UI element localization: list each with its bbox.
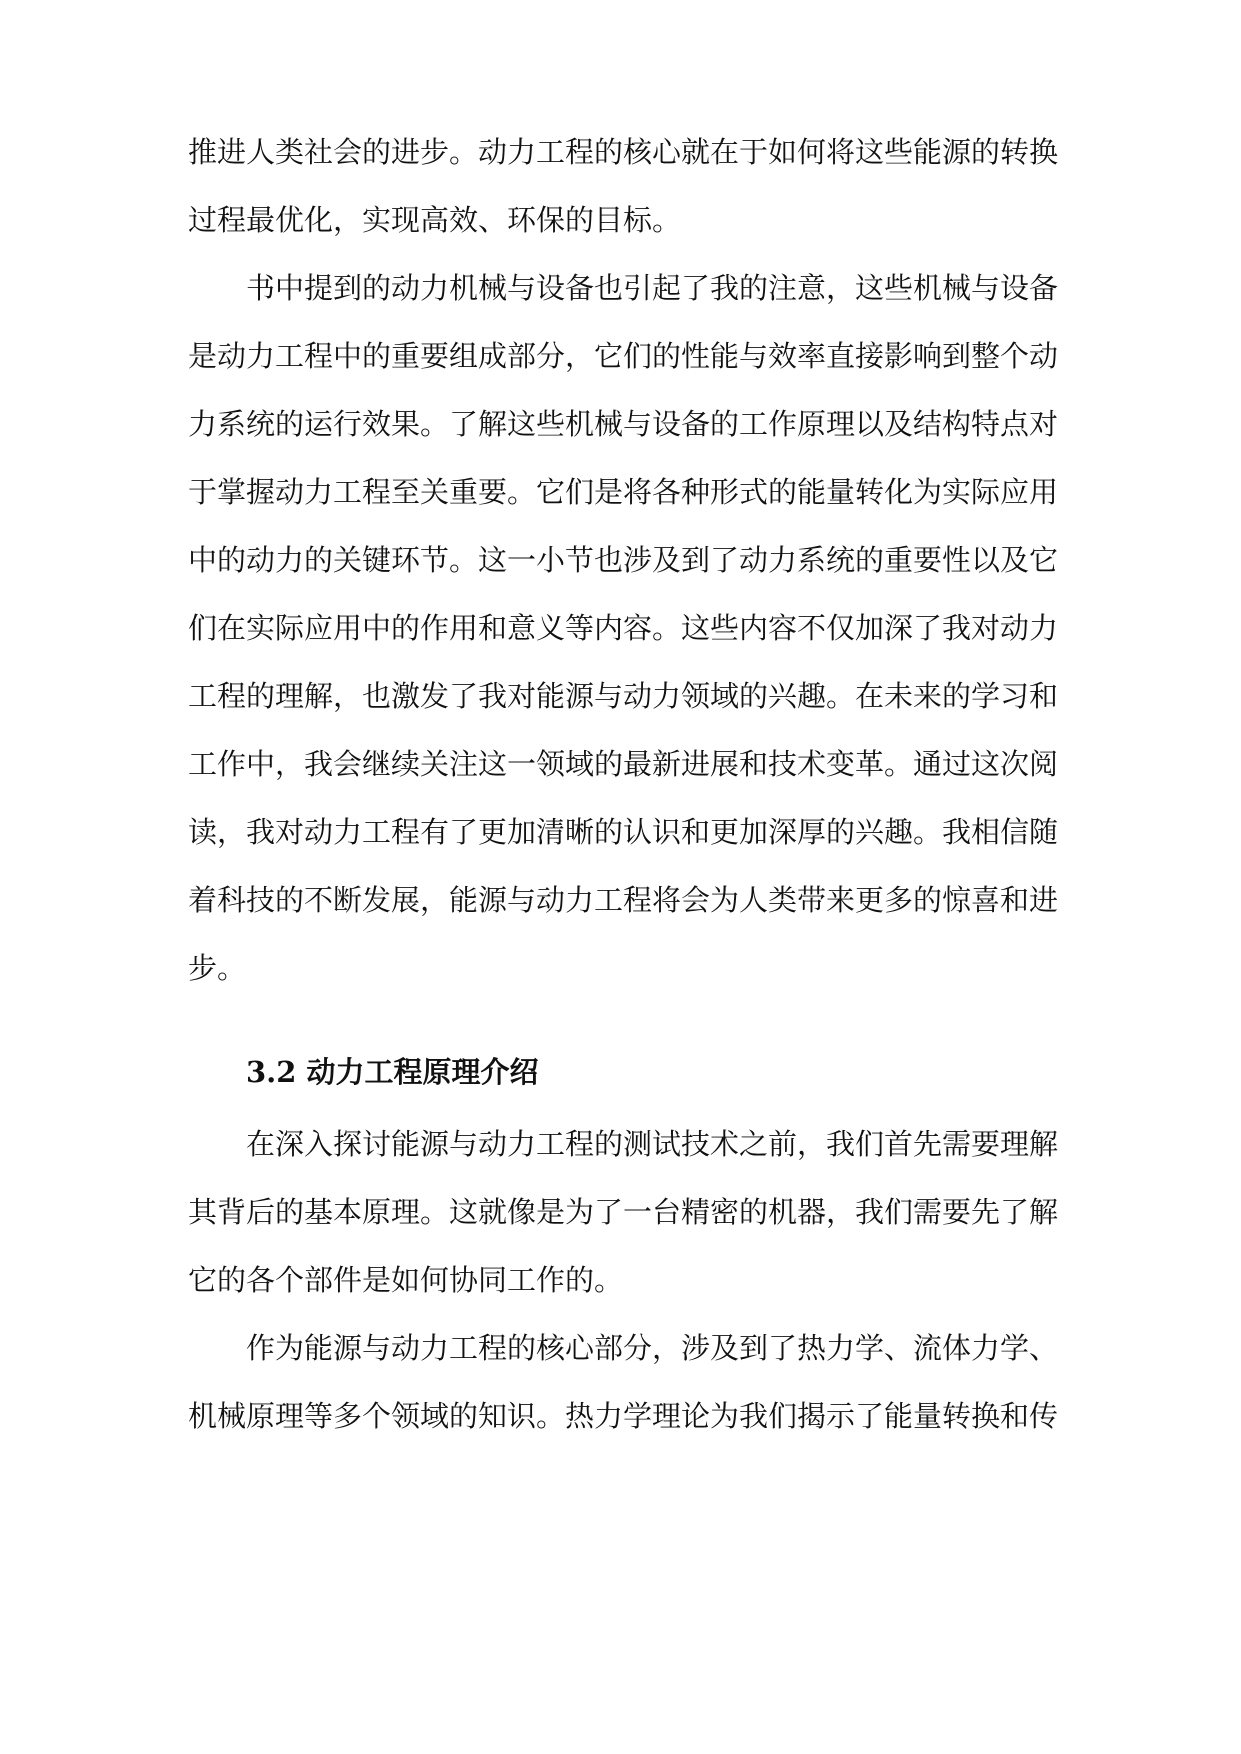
paragraph-line: 力系统的运行效果。了解这些机械与设备的工作原理以及结构特点对 — [188, 407, 1059, 441]
paragraph-line: 于掌握动力工程至关重要。它们是将各种形式的能量转化为实际应用 — [188, 475, 1059, 509]
paragraph-line: 其背后的基本原理。这就像是为了一台精密的机器，我们需要先了解 — [188, 1195, 1059, 1229]
paragraph-line: 读，我对动力工程有了更加清晰的认识和更加深厚的兴趣。我相信随 — [188, 815, 1059, 849]
paragraph-line: 是动力工程中的重要组成部分，它们的性能与效率直接影响到整个动 — [188, 339, 1059, 373]
paragraph-line: 着科技的不断发展，能源与动力工程将会为人类带来更多的惊喜和进 — [188, 883, 1059, 917]
paragraph-line: 中的动力的关键环节。这一小节也涉及到了动力系统的重要性以及它 — [188, 543, 1059, 577]
paragraph-line: 过程最优化，实现高效、环保的目标。 — [188, 203, 682, 237]
paragraph-line: 机械原理等多个领域的知识。热力学理论为我们揭示了能量转换和传 — [188, 1399, 1059, 1433]
paragraph-line: 推进人类社会的进步。动力工程的核心就在于如何将这些能源的转换 — [188, 135, 1059, 169]
paragraph-line: 书中提到的动力机械与设备也引起了我的注意，这些机械与设备 — [246, 271, 1059, 305]
paragraph-line: 们在实际应用中的作用和意义等内容。这些内容不仅加深了我对动力 — [188, 611, 1059, 645]
paragraph-line: 作为能源与动力工程的核心部分，涉及到了热力学、流体力学、 — [246, 1331, 1059, 1365]
section-heading: 3.2 动力工程原理介绍 — [246, 1055, 539, 1089]
paragraph-line: 在深入探讨能源与动力工程的测试技术之前，我们首先需要理解 — [246, 1127, 1059, 1161]
paragraph-line: 工程的理解，也激发了我对能源与动力领域的兴趣。在未来的学习和 — [188, 679, 1059, 713]
paragraph-line: 步。 — [188, 951, 247, 985]
paragraph-line: 工作中，我会继续关注这一领域的最新进展和技术变革。通过这次阅 — [188, 747, 1059, 781]
paragraph-line: 它的各个部件是如何协同工作的。 — [188, 1263, 624, 1297]
